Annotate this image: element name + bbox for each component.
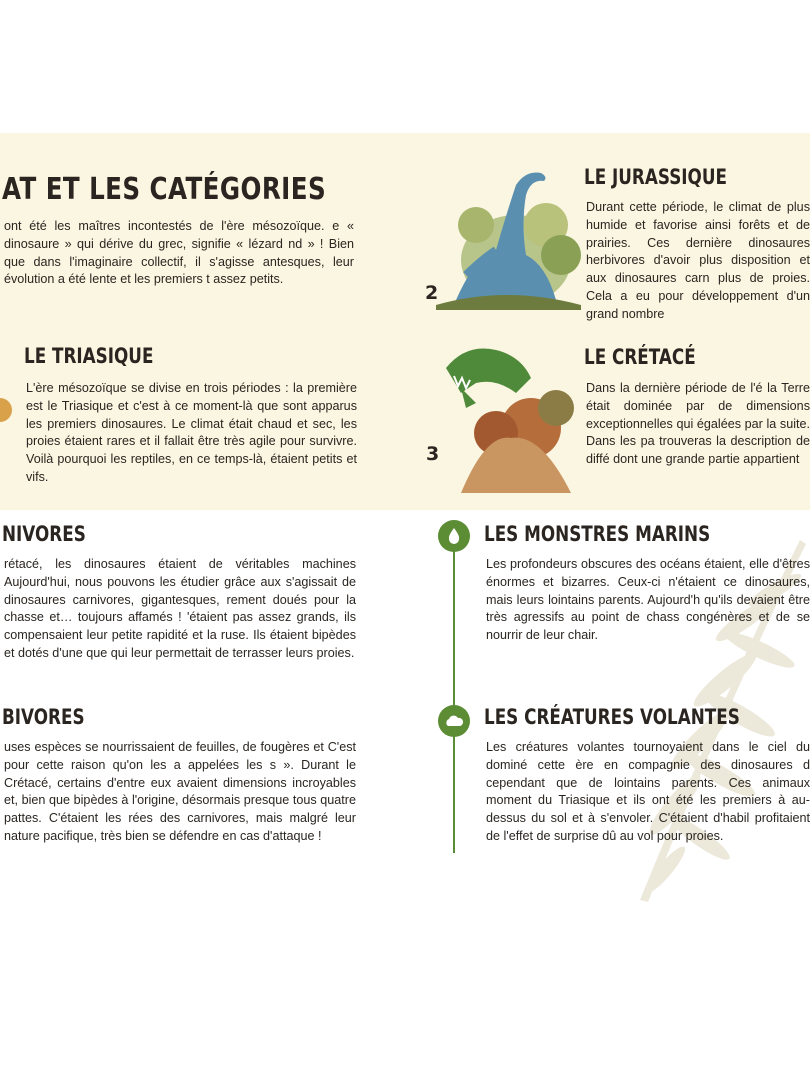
jurassique-text: Durant cette période, le climat de plus humide et favorise ainsi forêts et de prairies. Ces dernière dinosaures herbivores d'avoir plus disposition et aux dinosaures carn plus de proies. Cela a eu pour développement d'un grand nombre (586, 200, 810, 321)
herbivores-text: uses espèces se nourrissaient de feuilles, de fougères et C'est pour cette raison qu'on les a appelées les s ». Durant le Crétacé, certains d'entre eux avaient dimensions incroyables et, bien que bipèdes à l'origine, désormais presque tous quatre pattes. C'étaient les rées des carnivores, mais malgré leur nature pacifique, très bien se défendre en cas d'attaque ! (4, 740, 356, 843)
cretace-number: 3 (426, 443, 440, 465)
jurassique-number: 2 (425, 282, 439, 304)
jurassique-illustration (436, 165, 581, 310)
marins-title: LES MONSTRES MARINS (484, 522, 711, 546)
intro-title: AT ET LES CATÉGORIES (2, 172, 327, 207)
cloud-icon (438, 705, 470, 737)
carnivores-title: NIVORES (2, 522, 86, 546)
jurassique-title: LE JURASSIQUE (584, 165, 727, 189)
water-drop-icon (438, 520, 470, 552)
marins-text: Les profondeurs obscures des océans étaient, elle d'êtres énormes et bizarres. Ceux-ci n'étaient ce dinosaures, mais leurs lointains parents. Aujourd'h qu'ils devaient être très agressifs au point de chass congénères et de se nourrir de leur chair. (486, 557, 810, 643)
intro-text: ont été les maîtres incontestés de l'ère mésozoïque. e « dinosaure » qui dérive du grec, signifie « lézard nd » ! Bien que dans l'imaginaire collectif, il s'agisse antesques, leur évolution a été lente et les premiers t assez petits. (4, 219, 354, 287)
cretace-title: LE CRÉTACÉ (584, 345, 696, 369)
carnivores-text: rétacé, les dinosaures étaient de véritables machines Aujourd'hui, nous pouvons les étudier grâce aux s'agissait de dinosaures carnivores, gigantesques, rement doués pour la chasse et… toujours affamés ! 'étaient pas assez grands, ils compensaient leur petite rapidité et la ruse. Ils étaient bipèdes et dotés d'une que qui leur permettait de terrasser leurs proies. (4, 557, 356, 660)
cretace-illustration (436, 338, 581, 493)
triasique-title: LE TRIASIQUE (24, 344, 154, 368)
triasique-text: L'ère mésozoïque se divise en trois périodes : la première est le Triasique et c'est à ce moment-là que sont apparus les premiers dinosaures. Le climat était chaud et sec, les proies étaient rares et il fallait être très agile pour survivre. Voilà pourquoi les reptiles, en ce temps-là, étaient petits et vifs. (26, 381, 357, 484)
volantes-text: Les créatures volantes tournoyaient dans le ciel du dominé cette ère en compagnie des dinosaures d cependant que de lointains parents. Ces animaux moment du Triasique et ils ont été les premiers à au-dessus du sol et à s'envoler. C'étaient d'habil profitaient de l'effet de surprise dû au vol pour proies. (486, 740, 810, 843)
herbivores-title: BIVORES (2, 705, 85, 729)
volantes-title: LES CRÉATURES VOLANTES (484, 705, 740, 729)
cretace-text: Dans la dernière période de l'é la Terre était dominée par de dimensions exceptionnelles qui égalées par la suite. Dans les pa trouveras la description de diffé dont une grande partie appartient (586, 381, 810, 467)
timeline-line (453, 550, 455, 853)
